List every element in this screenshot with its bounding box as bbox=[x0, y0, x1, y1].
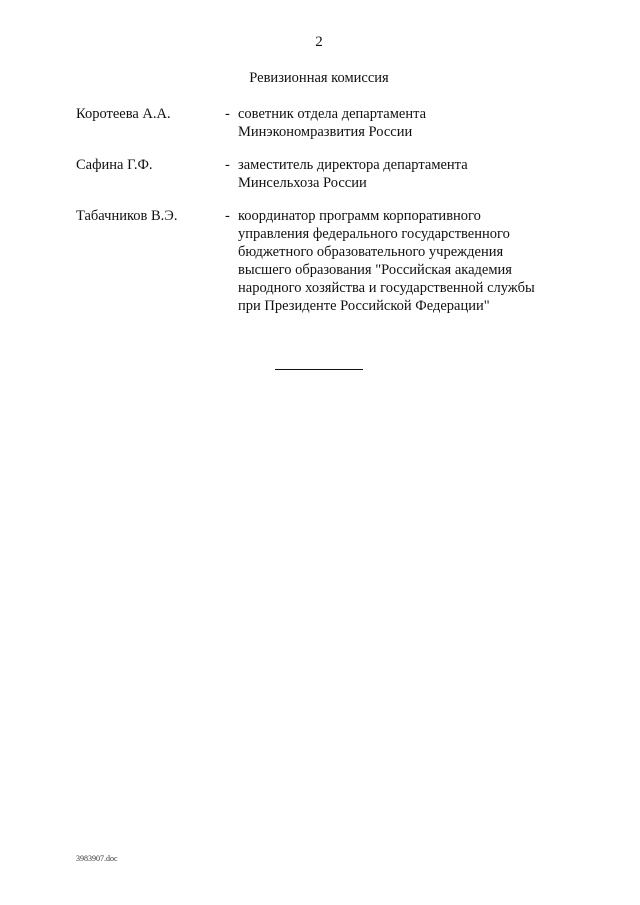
member-position bbox=[238, 207, 576, 315]
position-line: при Президенте Российской Федерации" bbox=[238, 298, 490, 314]
position-line: управления федерального государственного bbox=[238, 226, 510, 242]
page-number: 2 bbox=[315, 34, 323, 50]
document-reference: 3983907.doc bbox=[76, 854, 118, 863]
member-name: Сафина Г.Ф. bbox=[76, 157, 153, 173]
member-position bbox=[238, 156, 576, 192]
member-name: Табачников В.Э. bbox=[76, 208, 178, 224]
position-line: высшего образования "Российская академия bbox=[238, 262, 512, 278]
position-line: Минсельхоза России bbox=[238, 175, 367, 191]
position-line: народного хозяйства и государственной службы bbox=[238, 280, 535, 296]
member-dash: - bbox=[225, 157, 230, 173]
closing-rule bbox=[275, 369, 363, 370]
position-line: советник отдела департамента bbox=[238, 106, 427, 122]
section-title: Ревизионная комиссия bbox=[249, 70, 389, 86]
member-position bbox=[238, 105, 576, 141]
member-dash: - bbox=[225, 106, 230, 122]
position-line: заместитель директора департамента bbox=[238, 157, 468, 173]
member-dash: - bbox=[225, 208, 230, 224]
position-line: координатор программ корпоративного bbox=[238, 208, 481, 224]
position-line: бюджетного образовательного учреждения bbox=[238, 244, 504, 260]
position-line: Минэкономразвития России bbox=[238, 124, 413, 140]
member-name: Коротеева А.А. bbox=[76, 106, 171, 122]
